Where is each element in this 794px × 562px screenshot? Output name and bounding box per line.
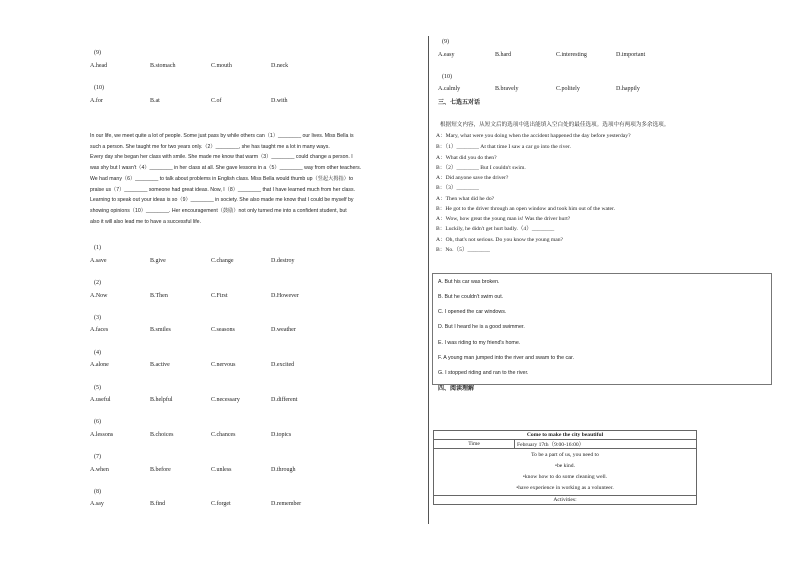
option: C.necessary bbox=[211, 397, 240, 403]
option: D.different bbox=[271, 397, 298, 403]
option: A.when bbox=[90, 467, 109, 473]
option: D.weather bbox=[271, 327, 296, 333]
option: D.topics bbox=[271, 432, 292, 438]
option: D.remember bbox=[271, 501, 302, 507]
dialogue-line: B：No.（5）________ bbox=[436, 247, 490, 253]
option: A.for bbox=[90, 98, 103, 104]
question-number: (5) bbox=[94, 385, 101, 391]
option: A.faces bbox=[90, 327, 109, 333]
notice-table bbox=[433, 430, 697, 505]
choice-item: B. But he couldn't swim out. bbox=[438, 294, 504, 300]
option: C.mouth bbox=[211, 63, 232, 69]
question-number: (4) bbox=[94, 350, 101, 356]
passage-line: praise us（7）________ someone had great ideas. Now, I（8）________ that I have learned much from her class. bbox=[90, 186, 356, 193]
requirements-cell bbox=[434, 449, 697, 496]
question-number: (10) bbox=[94, 85, 104, 91]
requirement-line: •know how to do some cleaning well. bbox=[522, 474, 608, 480]
option: A.save bbox=[90, 258, 107, 264]
dialogue-line: B：（1）________ At that time I saw a car go into the river. bbox=[436, 144, 571, 150]
question-number: (7) bbox=[94, 454, 101, 460]
cloze-passage bbox=[90, 131, 420, 227]
section-title: 四、阅读理解 bbox=[438, 386, 475, 392]
option: D.with bbox=[271, 98, 288, 104]
activities-label: Activities: bbox=[434, 496, 697, 505]
choice-item: G. I stopped riding and ran to the river. bbox=[438, 370, 529, 376]
option: C.unless bbox=[211, 467, 232, 473]
question-number: (6) bbox=[94, 419, 101, 425]
choice-item: C. I opened the car windows. bbox=[438, 309, 507, 315]
option: B.stomach bbox=[150, 63, 176, 69]
question-number: (8) bbox=[94, 489, 101, 495]
time-label: Time bbox=[434, 440, 515, 449]
option: D.However bbox=[271, 293, 299, 299]
option: C.of bbox=[211, 98, 222, 104]
choice-item: A. But his car was broken. bbox=[438, 279, 500, 285]
option: B.Then bbox=[150, 293, 168, 299]
choice-item: F. A young man jumped into the river and swam to the car. bbox=[438, 355, 575, 361]
passage-line: In our life, we meet quite a lot of people. Some just pass by while others can（1）________ our lives. Miss Bella is bbox=[90, 133, 354, 139]
option: B.choices bbox=[150, 432, 174, 438]
option: B.smiles bbox=[150, 327, 171, 333]
option: A.Now bbox=[90, 293, 108, 299]
option: B.bravely bbox=[495, 86, 519, 92]
dialogue-line: B：He got to the driver through an open window and took him out of the water. bbox=[436, 206, 615, 212]
passage-line: Every day she began her class with smile. She made me know that warm（3）________ could change a person. I bbox=[90, 154, 353, 161]
instructions: 根据短文内容，从短文后的选项中选出能填入空白处的最佳选项。选项中有两项为多余选项。 bbox=[440, 122, 670, 128]
option: A.head bbox=[90, 63, 108, 69]
question-number: (10) bbox=[442, 74, 452, 80]
option: D.happily bbox=[616, 86, 640, 92]
dialogue-line: B：（3）________ bbox=[436, 185, 479, 191]
question-number: (9) bbox=[94, 50, 101, 56]
passage-line: Learning to speak out your ideas is so（9）________ in society. She also made me know that I could be myself by bbox=[90, 197, 354, 204]
option: A.calmly bbox=[438, 86, 461, 92]
dialogue-line: B：（2）________ But I couldn't swim. bbox=[436, 165, 526, 171]
option: C.nervous bbox=[211, 362, 236, 368]
option: A.say bbox=[90, 501, 104, 507]
option: A.useful bbox=[90, 397, 111, 403]
option: D.neck bbox=[271, 63, 289, 69]
option: B.give bbox=[150, 258, 166, 264]
option: A.alone bbox=[90, 362, 109, 368]
option: C.interesting bbox=[556, 52, 587, 58]
dialogue-line: B：Luckily, he didn't get hurt badly.（4）________ bbox=[436, 226, 555, 232]
time-value: February 17th（9:00-16:00） bbox=[515, 440, 697, 449]
question-number: (3) bbox=[94, 315, 101, 321]
column-divider bbox=[428, 36, 429, 524]
requirement-line: •have experience in working as a volunteer. bbox=[516, 485, 614, 491]
option: C.seasons bbox=[211, 327, 235, 333]
option: D.excited bbox=[271, 362, 295, 368]
option: C.politely bbox=[556, 86, 580, 92]
option: B.find bbox=[150, 501, 166, 507]
dialogue-line: A：Wow, how great the young man is! Was the driver hurt? bbox=[436, 216, 571, 222]
option: C.chances bbox=[211, 432, 236, 438]
question-number: (1) bbox=[94, 245, 101, 251]
choices-box bbox=[432, 273, 772, 385]
dialogue-line: A：Oh, that's not serious. Do you know the young man? bbox=[436, 237, 564, 243]
requirement-line: To be a part of us, you need to bbox=[531, 452, 599, 458]
passage-line: showing opinions（10）________. Her encouragement（鼓励）not only turned me into a confident student, but bbox=[90, 207, 347, 214]
option: C.change bbox=[211, 258, 234, 264]
passage-line: was shy but I wasn't（4）________ in her class at all. She gave lessons in a（5）________ way from other teachers. bbox=[90, 165, 362, 172]
option: B.helpful bbox=[150, 397, 173, 403]
passage-line: such a person. She taught me for two years only.（2）________, she has taught me a lot in many ways. bbox=[90, 143, 330, 150]
option: B.before bbox=[150, 467, 171, 473]
option: D.destroy bbox=[271, 258, 295, 264]
option: B.hard bbox=[495, 52, 512, 58]
section-title: 三、七选五对话 bbox=[438, 100, 481, 106]
option: A.lessons bbox=[90, 432, 114, 438]
dialogue-line: A：Did anyone save the driver? bbox=[436, 175, 509, 181]
choice-item: E. I was riding to my friend's home. bbox=[438, 340, 521, 346]
option: C.forget bbox=[211, 501, 231, 507]
choice-item: D. But I heard he is a good swimmer. bbox=[438, 324, 525, 330]
dialogue-line: A：Mary, what were you doing when the accident happened the day before yesterday? bbox=[436, 133, 631, 139]
option: D.important bbox=[616, 52, 646, 58]
question-number: (9) bbox=[442, 39, 449, 45]
option: A.easy bbox=[438, 52, 455, 58]
option: D.through bbox=[271, 467, 296, 473]
option: C.First bbox=[211, 293, 228, 299]
dialogue-line: A：Then what did he do? bbox=[436, 196, 495, 202]
passage-line: also it will also lead me to have a successful life. bbox=[90, 218, 202, 225]
question-number: (2) bbox=[94, 280, 101, 286]
option: B.active bbox=[150, 362, 170, 368]
requirement-line: •be kind. bbox=[555, 463, 575, 469]
passage-line: We had many（6）________ to talk about problems in English class. Miss Bella would thumb up（竖起大拇指）to bbox=[90, 175, 354, 182]
notice-title: Come to make the city beautiful bbox=[434, 431, 697, 440]
option: B.at bbox=[150, 98, 160, 104]
dialogue-line: A：What did you do then? bbox=[436, 155, 497, 161]
left-column bbox=[90, 0, 420, 562]
